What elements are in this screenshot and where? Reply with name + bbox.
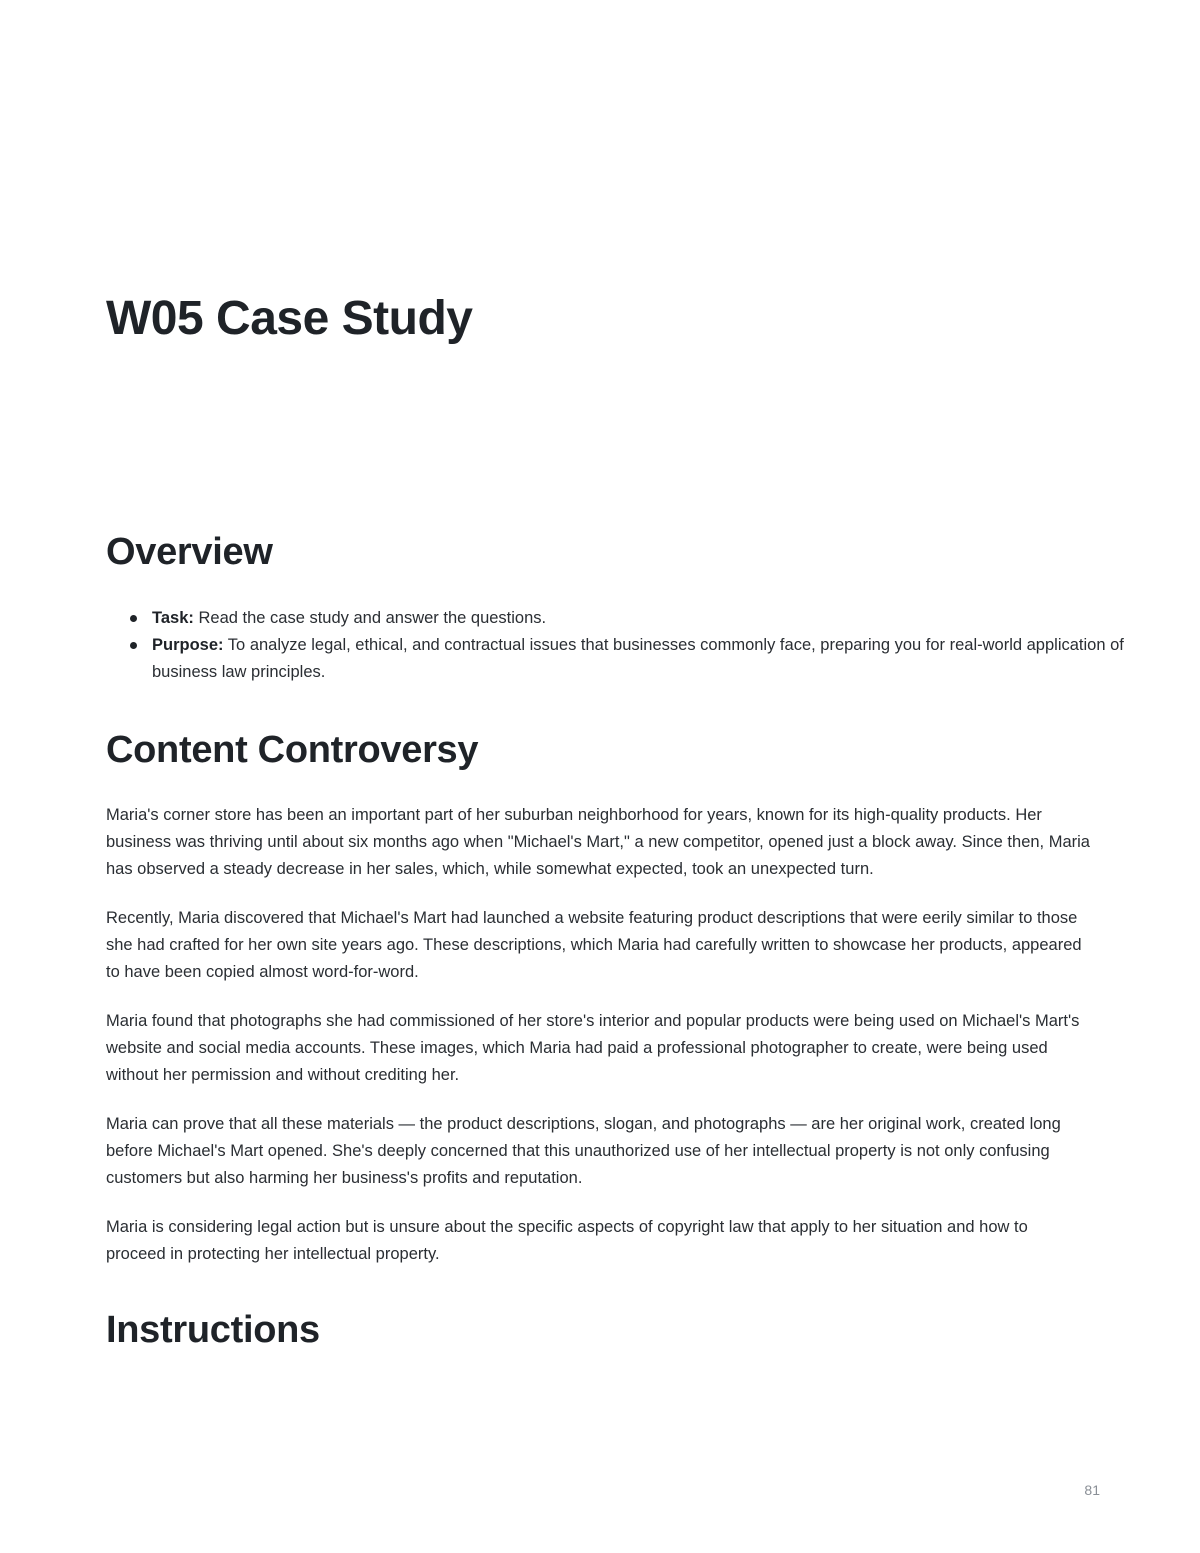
page-number: 81 [1084, 1482, 1100, 1498]
bullet-icon [130, 642, 137, 649]
content-controversy-heading: Content Controversy [106, 729, 479, 771]
list-item [152, 605, 1132, 632]
purpose-label: Purpose: [152, 636, 224, 654]
paragraph: Maria found that photographs she had commissioned of her store's interior and popular products were being used on Michael's Mart's website and social media accounts. These images, which Maria had paid a professional photographer to create, were being used without her permission and without crediting her. [106, 1012, 1080, 1084]
page-title: W05 Case Study [106, 292, 473, 345]
list-item [152, 632, 1132, 686]
overview-list [106, 605, 1132, 686]
purpose-text: To analyze legal, ethical, and contractual issues that businesses commonly face, preparing you for real-world application of business law principles. [152, 636, 1124, 681]
instructions-heading: Instructions [106, 1309, 320, 1351]
case-study-body [106, 802, 1091, 1290]
paragraph: Recently, Maria discovered that Michael's Mart had launched a website featuring product descriptions that were eerily similar to those she had crafted for her own site years ago. These descriptions, which Maria had carefully written to showcase her products, appeared to have been copied almost word-for-word. [106, 909, 1082, 981]
task-text: Read the case study and answer the questions. [193, 609, 547, 627]
bullet-icon [130, 615, 137, 622]
paragraph: Maria can prove that all these materials — the product descriptions, slogan, and photographs — are her original work, created long before Michael's Mart opened. She's deeply concerned that this unauthorized use of her intellectual property is not only confusing customers but also harming her business's profits and reputation. [106, 1115, 1061, 1187]
paragraph: Maria is considering legal action but is unsure about the specific aspects of copyright law that apply to her situation and how to proceed in protecting her intellectual property. [106, 1218, 1028, 1263]
paragraph: Maria's corner store has been an important part of her suburban neighborhood for years, known for its high-quality products. Her business was thriving until about six months ago when "Michael's Mart," a new competitor, opened just a block away. Since then, Maria has observed a steady decrease in her sales, which, while somewhat expected, took an unexpected turn. [106, 806, 1090, 878]
overview-heading: Overview [106, 531, 273, 573]
task-label: Task: [152, 609, 194, 627]
